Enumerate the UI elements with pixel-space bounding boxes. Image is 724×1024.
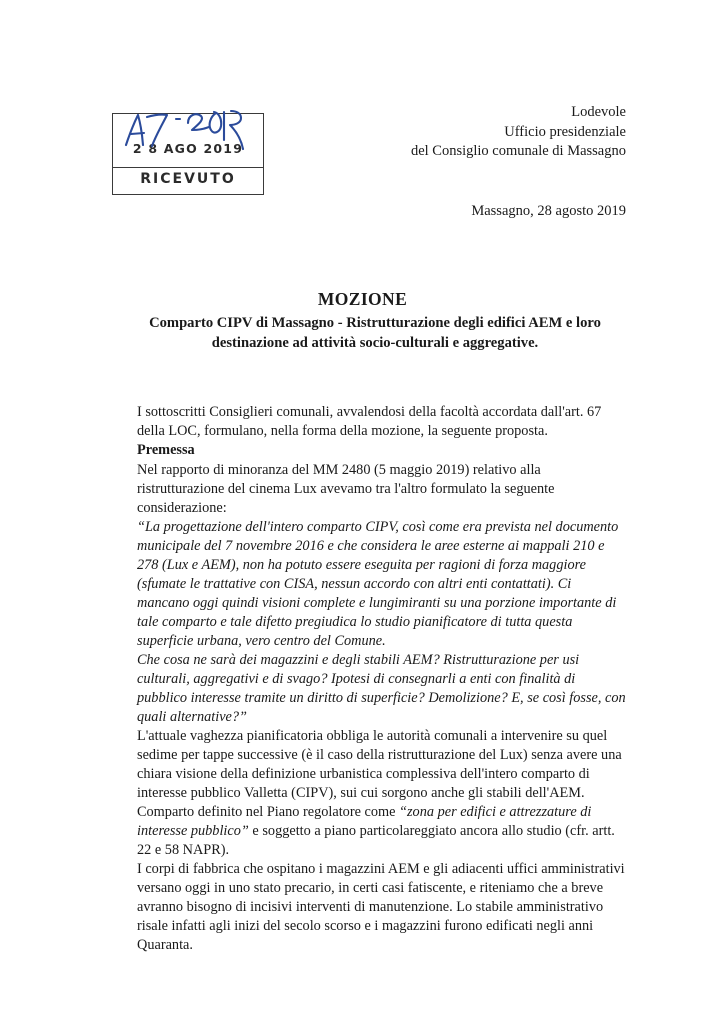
vaghezza-text-a: L'attuale vaghezza pianificatoria obbliga le autorità comunali a intervenire su quel sedime per tappe successive (è il caso della ristrutturazione del Lux) senza avere una chiara visione della definizione urbanistica complessiva dell'intero comparto di interesse pubblico Valletta (CIPV), sui cui sorgono anche gli stabili dell'AEM. Comparto definito nel Piano regolatore come — [137, 728, 622, 820]
document-body — [137, 403, 627, 955]
vaghezza-paragraph — [137, 727, 627, 860]
document-title: MOZIONE — [317, 289, 408, 309]
stamp-divider — [112, 167, 264, 168]
quoted-paragraph-2: Che cosa ne sarà dei magazzini e degli stabili AEM? Ristrutturazione per usi culturali, aggregativi e di svago? Ipotesi di consegnarli a enti con finalità di pubblico interesse tramite un diritto di superficie? Demolizione? E, se così fosse, con quali alternative?” — [137, 652, 626, 725]
addressee-line-1: Lodevole — [571, 104, 626, 120]
section-heading-premessa: Premessa — [137, 442, 195, 458]
addressee-line-2: Ufficio presidenziale — [504, 123, 626, 140]
addressee-block — [411, 103, 626, 162]
place-date: Massagno, 28 agosto 2019 — [471, 203, 626, 219]
intro-paragraph: I sottoscritti Consiglieri comunali, avvalendosi della facoltà accordata dall'art. 67 della LOC, formulano, nella forma della mozione, la seguente proposta. — [137, 404, 602, 439]
stamp-date-text: 2 8 AGO 2019 — [132, 141, 244, 156]
premessa-intro-paragraph: Nel rapporto di minoranza del MM 2480 (5 maggio 2019) relativo alla ristrutturazione del cinema Lux avevamo tra l'altro formulato la seguente considerazione: — [137, 462, 555, 516]
addressee-line-3: del Consiglio comunale di Massagno — [410, 143, 626, 160]
quoted-paragraph-1: “La progettazione dell'intero comparto CIPV, così come era prevista nel documento municipale del 7 novembre 2016 e che considera le aree esterne ai mappali 210 e 278 (Lux e AEM), non ha potuto essere eseguita per ragioni di forza maggiore (sfumate le trattative con CISA, nessun accordo con altri enti contattati). Ci mancano oggi quindi visioni complete e lungimiranti su una porzione importante di tale comparto e tale difetto pregiudica lo studio pianificatore di tutta questa superficie urbana, vero centro del Comune. — [137, 519, 619, 649]
vaghezza-inline-quote: “zona per edifici e attrezzature di interesse pubblico” — [137, 804, 592, 839]
document-subtitle: Comparto CIPV di Massagno - Ristrutturazione degli edifici AEM e loro destinazione ad attività socio-culturali e aggregative. — [149, 315, 601, 351]
stamp-received-text: RICEVUTO — [140, 171, 236, 187]
corpi-di-fabbrica-paragraph: I corpi di fabbrica che ospitano i magazzini AEM e gli adiacenti uffici amministrativi versano oggi in uno stato precario, in certi casi fatiscente, e riteniamo che a breve avranno bisogno di incisivi interventi di manutenzione. Lo stabile amministrativo risale infatti agli inizi del secolo scorso e i magazzini furono edificati negli anni Quaranta. — [137, 861, 625, 953]
ricevuto-stamp — [112, 113, 264, 195]
vaghezza-text-b: e soggetto a piano particolareggiato ancora allo studio (cfr. artt. 22 e 58 NAPR). — [137, 823, 615, 858]
